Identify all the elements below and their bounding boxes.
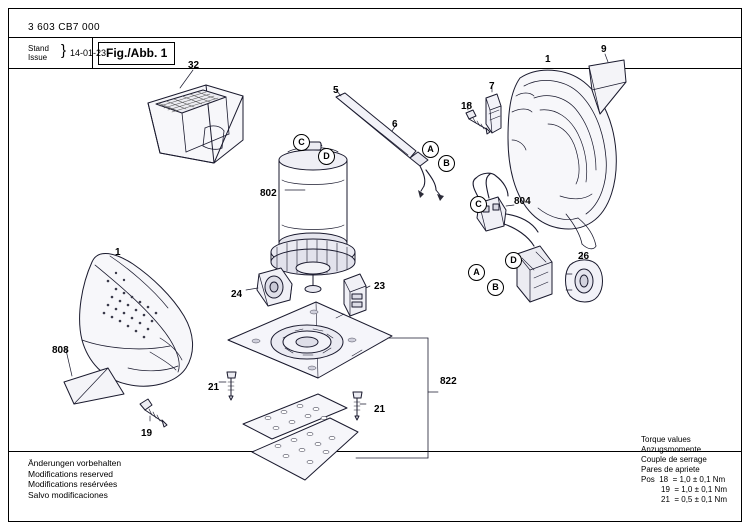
part-19-screw bbox=[140, 399, 167, 427]
issue-date: 14-01-23 bbox=[70, 48, 107, 58]
callout-21-right: 21 bbox=[374, 404, 386, 415]
callout-5: 5 bbox=[333, 85, 339, 96]
footer-notes bbox=[28, 458, 121, 500]
torque-values-block bbox=[641, 435, 727, 505]
stand-label: Stand bbox=[28, 44, 49, 53]
footer-note-fr: Modifications resérvées bbox=[28, 479, 118, 489]
callout-19: 19 bbox=[141, 428, 153, 439]
marker-a-cord: A bbox=[422, 141, 439, 158]
marker-c-switch: C bbox=[470, 196, 487, 213]
figure-label: Fig./Abb. 1 bbox=[98, 42, 175, 65]
callout-6: 6 bbox=[392, 119, 398, 130]
footer-note-en: Modifications reserved bbox=[28, 468, 114, 479]
callout-32: 32 bbox=[188, 60, 200, 71]
callout-802: 802 bbox=[260, 188, 277, 199]
torque-row-21: 21 = 0,5 ± 0,1 Nm bbox=[641, 495, 727, 504]
issue-label: Issue bbox=[28, 53, 48, 62]
part-802-motor bbox=[271, 142, 355, 293]
marker-b-switch: B bbox=[487, 279, 504, 296]
callout-21-left: 21 bbox=[208, 382, 220, 393]
marker-d-switch: D bbox=[505, 252, 522, 269]
torque-title-de: Anzugsmomente bbox=[641, 445, 702, 454]
callout-808: 808 bbox=[52, 345, 69, 356]
marker-d-motor: D bbox=[318, 148, 335, 165]
callout-822: 822 bbox=[440, 376, 457, 387]
torque-title-es: Pares de apriete bbox=[641, 465, 700, 474]
footer-note-de: Änderungen vorbehalten bbox=[28, 458, 122, 468]
callout-1-left: 1 bbox=[115, 247, 121, 258]
part-24-bracket bbox=[257, 268, 292, 306]
part-26-cap bbox=[566, 260, 603, 302]
part-number: 3 603 CB7 000 bbox=[28, 22, 100, 33]
part-822-sanding-sheets bbox=[243, 394, 358, 480]
callout-7: 7 bbox=[489, 81, 495, 92]
marker-b-cord: B bbox=[438, 155, 455, 172]
part-7-switch bbox=[486, 94, 501, 133]
callout-804: 804 bbox=[514, 196, 531, 207]
marker-a-switch: A bbox=[468, 264, 485, 281]
callout-9: 9 bbox=[601, 44, 607, 55]
marker-c-motor: C bbox=[293, 134, 310, 151]
part-1-housing-left bbox=[80, 253, 193, 386]
torque-row-19: 19 = 1,0 ± 0,1 Nm bbox=[641, 485, 727, 494]
callout-26: 26 bbox=[578, 251, 590, 262]
callout-23: 23 bbox=[374, 281, 386, 292]
part-23-clamp bbox=[344, 274, 366, 316]
callout-24: 24 bbox=[231, 289, 243, 300]
torque-row-18: Pos 18 = 1,0 ± 0,1 Nm bbox=[641, 475, 726, 484]
torque-title-en: Torque values bbox=[641, 435, 691, 444]
part-base-plate bbox=[228, 302, 392, 378]
callout-1-top: 1 bbox=[545, 54, 551, 65]
part-21-screw-left bbox=[227, 372, 236, 400]
footer-note-es: Salvo modificaciones bbox=[28, 489, 108, 500]
brace-glyph: } bbox=[61, 42, 67, 59]
torque-title-fr: Couple de serrage bbox=[641, 455, 707, 464]
part-21-screw-right bbox=[353, 392, 362, 420]
callout-18: 18 bbox=[461, 101, 473, 112]
part-32-dust-filter bbox=[148, 85, 243, 163]
